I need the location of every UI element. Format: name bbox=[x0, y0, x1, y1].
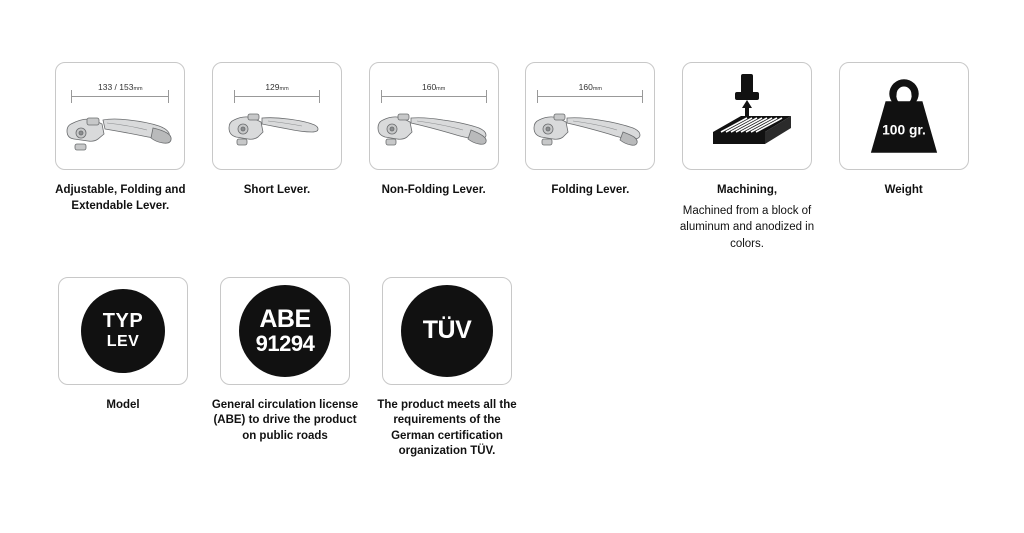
weight-badge-text: 100 gr. bbox=[881, 122, 926, 138]
dimension-label: 133 / 153mm bbox=[98, 82, 143, 92]
dimension-line bbox=[234, 96, 320, 97]
feature-caption: Model bbox=[106, 398, 140, 411]
feature-tuv bbox=[366, 277, 528, 460]
dimension-label: 160mm bbox=[578, 82, 603, 92]
lever-icon bbox=[527, 104, 653, 164]
dimension-tick-left bbox=[381, 90, 382, 103]
dimension-tick-left bbox=[71, 90, 72, 103]
dimension-label: 160mm bbox=[421, 82, 446, 92]
feature-row-1 bbox=[42, 62, 982, 253]
feature-adjustable-folding-extendable-lever bbox=[42, 62, 199, 253]
lever-card bbox=[55, 62, 185, 170]
feature-caption: General circulation license (ABE) to drive the product on public roads bbox=[211, 398, 359, 442]
dimension-line bbox=[537, 96, 643, 97]
feature-folding-lever bbox=[512, 62, 669, 253]
feature-abe bbox=[204, 277, 366, 460]
lever-icon bbox=[214, 106, 340, 166]
abe-badge bbox=[239, 285, 331, 377]
typ-lev-badge bbox=[81, 289, 165, 373]
lever-card bbox=[212, 62, 342, 170]
dimension-tick-right bbox=[168, 90, 169, 103]
dimension-unit: mm bbox=[279, 86, 289, 92]
lever-card bbox=[369, 62, 499, 170]
weight-icon bbox=[858, 73, 950, 159]
lever-icon bbox=[57, 104, 183, 164]
weight-card bbox=[839, 62, 969, 170]
feature-caption: Short Lever. bbox=[243, 184, 311, 196]
feature-machining bbox=[669, 62, 826, 253]
typ-label: TYP bbox=[102, 310, 144, 333]
feature-caption: Weight bbox=[884, 184, 923, 196]
feature-caption: Machining, bbox=[716, 184, 778, 196]
lever-card bbox=[525, 62, 655, 170]
dimension-line bbox=[381, 96, 487, 97]
abe-number: 91294 bbox=[255, 330, 315, 356]
dimension-tick-right bbox=[319, 90, 320, 103]
tuv-card bbox=[382, 277, 512, 385]
tuv-badge bbox=[401, 285, 493, 377]
model-card bbox=[58, 277, 188, 385]
feature-caption: Non-Folding Lever. bbox=[381, 184, 486, 196]
lever-icon bbox=[371, 104, 497, 164]
feature-caption: The product meets all the requirements of the German certification organization TÜV. bbox=[377, 398, 517, 458]
dimension-label: 129mm bbox=[265, 82, 289, 92]
dimension-unit: mm bbox=[592, 86, 603, 92]
feature-model bbox=[42, 277, 204, 460]
tuv-label: TÜV bbox=[422, 316, 472, 345]
cnc-machining-icon bbox=[695, 70, 799, 162]
lever-drawing-adjustable bbox=[57, 64, 183, 168]
dimension-tick-left bbox=[234, 90, 235, 103]
feature-grid bbox=[42, 62, 982, 460]
feature-non-folding-lever bbox=[355, 62, 512, 253]
feature-caption: Folding Lever. bbox=[551, 184, 630, 196]
feature-short-lever bbox=[199, 62, 356, 253]
dimension-tick-right bbox=[642, 90, 643, 103]
lev-label: LEV bbox=[106, 333, 140, 351]
dimension-tick-left bbox=[537, 90, 538, 103]
feature-subcaption: Machined from a block of aluminum and anodized in colors. bbox=[679, 204, 815, 250]
dimension-line bbox=[71, 96, 169, 97]
abe-card bbox=[220, 277, 350, 385]
feature-caption: Adjustable, Folding and Extendable Lever. bbox=[55, 184, 186, 212]
dimension-tick-right bbox=[486, 90, 487, 103]
feature-weight bbox=[825, 62, 982, 253]
abe-label: ABE bbox=[259, 304, 311, 333]
feature-row-2 bbox=[42, 277, 982, 460]
dimension-unit: mm bbox=[133, 86, 143, 92]
lever-drawing-folding bbox=[527, 64, 653, 168]
lever-drawing-non-folding bbox=[371, 64, 497, 168]
lever-drawing-short bbox=[214, 64, 340, 168]
dimension-unit: mm bbox=[436, 86, 446, 92]
machining-card bbox=[682, 62, 812, 170]
